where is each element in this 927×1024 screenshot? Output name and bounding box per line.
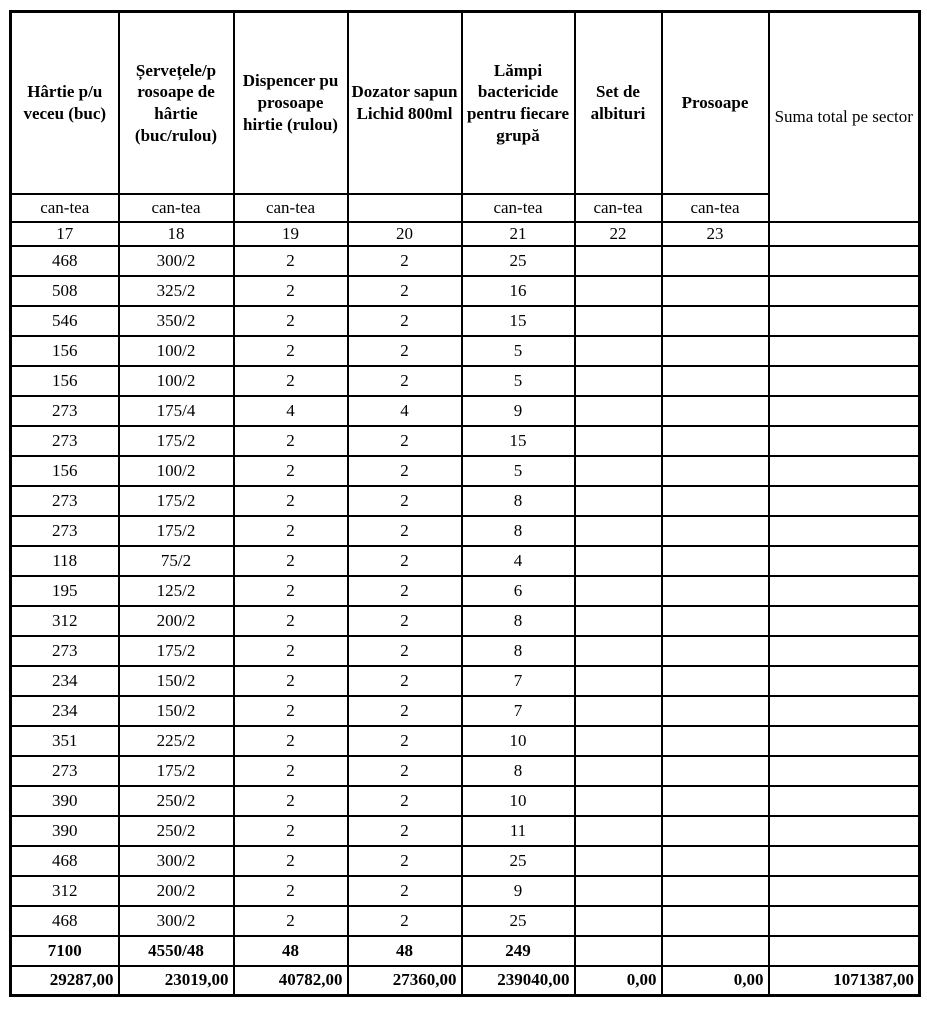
cell: 8 [462,636,575,666]
cell: 468 [11,906,119,936]
column-header-servetele: Șervețele/p rosoape de hârtie (buc/rulou) [119,12,234,195]
cell: 2 [348,696,462,726]
column-header-suma-total: Suma total pe sector [769,12,920,223]
cell: 8 [462,756,575,786]
cell: 8 [462,606,575,636]
cell: 234 [11,666,119,696]
cell: 225/2 [119,726,234,756]
unit-cell: can-tea [11,194,119,222]
table-row [11,546,920,576]
cell: 390 [11,786,119,816]
unit-cell [348,194,462,222]
table-row [11,396,920,426]
cell: 7 [462,696,575,726]
cell: 9 [462,876,575,906]
cell: 351 [11,726,119,756]
cell: 2 [234,306,348,336]
cell [575,756,662,786]
cell: 156 [11,456,119,486]
cell [662,246,769,276]
cell: 2 [234,576,348,606]
cell: 4 [462,546,575,576]
unit-cell: can-tea [575,194,662,222]
cell [575,846,662,876]
cell [769,576,920,606]
cell [575,456,662,486]
cell: 2 [234,786,348,816]
column-header-hartie-veceu: Hârtie p/u veceu (buc) [11,12,119,195]
cell [769,906,920,936]
cell [769,366,920,396]
cell [575,306,662,336]
cell: 468 [11,246,119,276]
cell [662,846,769,876]
supplies-table [9,10,921,997]
cell: 175/2 [119,426,234,456]
cell: 100/2 [119,366,234,396]
cell: 200/2 [119,606,234,636]
cell [662,816,769,846]
cell: 250/2 [119,786,234,816]
cell [575,786,662,816]
table-row [11,576,920,606]
cell: 175/2 [119,486,234,516]
cell [662,606,769,636]
cell: 250/2 [119,816,234,846]
cell: 312 [11,876,119,906]
cell: 2 [348,756,462,786]
cell: 2 [234,246,348,276]
column-number: 19 [234,222,348,246]
cell [575,546,662,576]
cell [769,336,920,366]
table-row [11,246,920,276]
cell: 15 [462,306,575,336]
cell [769,246,920,276]
cell: 300/2 [119,246,234,276]
cell: 40782,00 [234,966,348,996]
cell: 234 [11,696,119,726]
table-row [11,756,920,786]
cell [662,366,769,396]
cell [575,636,662,666]
cell [769,606,920,636]
table-row [11,426,920,456]
unit-cell: can-tea [119,194,234,222]
cell: 2 [348,846,462,876]
cell [662,786,769,816]
cell: 4 [234,396,348,426]
cell [662,576,769,606]
cell: 2 [234,546,348,576]
cell: 7100 [11,936,119,966]
cell [769,876,920,906]
cell: 6 [462,576,575,606]
header-row [11,12,920,195]
table-row [11,516,920,546]
cell: 5 [462,456,575,486]
cell: 125/2 [119,576,234,606]
cell: 2 [348,546,462,576]
cell [575,876,662,906]
cell: 2 [234,606,348,636]
cell: 0,00 [662,966,769,996]
table-row [11,726,920,756]
cell: 2 [348,456,462,486]
cell: 118 [11,546,119,576]
cell: 175/2 [119,636,234,666]
table-row [11,876,920,906]
cell [662,666,769,696]
cell: 5 [462,366,575,396]
cell [575,366,662,396]
table-row [11,816,920,846]
cell [662,396,769,426]
cell [662,876,769,906]
cell: 8 [462,486,575,516]
cell [662,336,769,366]
cell [575,576,662,606]
column-number: 18 [119,222,234,246]
cell: 2 [234,906,348,936]
cell: 2 [348,336,462,366]
cell: 300/2 [119,846,234,876]
cell: 273 [11,636,119,666]
cell: 2 [348,606,462,636]
cell: 2 [348,726,462,756]
cell: 2 [234,486,348,516]
cell [769,426,920,456]
cell [575,396,662,426]
cell: 25 [462,906,575,936]
column-number: 23 [662,222,769,246]
cell [575,816,662,846]
cell: 200/2 [119,876,234,906]
cell: 7 [462,666,575,696]
cell: 2 [348,816,462,846]
cell [769,636,920,666]
cell: 325/2 [119,276,234,306]
cell: 15 [462,426,575,456]
cell: 100/2 [119,456,234,486]
cell [575,936,662,966]
cell [769,306,920,336]
column-header-set-albituri: Set de albituri [575,12,662,195]
cell [769,726,920,756]
cell: 312 [11,606,119,636]
cell: 29287,00 [11,966,119,996]
cell [662,936,769,966]
cell: 25 [462,246,575,276]
cell: 4550/48 [119,936,234,966]
column-header-prosoape: Prosoape [662,12,769,195]
cell [769,696,920,726]
cell: 48 [348,936,462,966]
cell: 2 [348,366,462,396]
cell [662,456,769,486]
column-header-lampi: Lămpi bactericide pentru fiecare grupă [462,12,575,195]
cell: 150/2 [119,696,234,726]
cell: 2 [234,816,348,846]
cell: 546 [11,306,119,336]
cell: 2 [234,756,348,786]
cell: 2 [348,306,462,336]
cell: 2 [348,246,462,276]
cell: 150/2 [119,666,234,696]
cell [575,906,662,936]
unit-cell: can-tea [462,194,575,222]
cell: 2 [234,666,348,696]
cell: 48 [234,936,348,966]
cell: 2 [348,786,462,816]
cell: 273 [11,486,119,516]
table-row [11,696,920,726]
cell [769,276,920,306]
cell: 2 [234,276,348,306]
unit-cell: can-tea [234,194,348,222]
cell: 508 [11,276,119,306]
table-row [11,606,920,636]
cell: 2 [234,516,348,546]
cell: 300/2 [119,906,234,936]
cell [575,486,662,516]
cell: 0,00 [575,966,662,996]
cell: 2 [234,876,348,906]
cell: 175/2 [119,516,234,546]
cell: 2 [234,696,348,726]
cell: 23019,00 [119,966,234,996]
cell: 10 [462,726,575,756]
cell [662,546,769,576]
cell: 2 [234,636,348,666]
cell: 2 [348,486,462,516]
cell [575,276,662,306]
table-row [11,486,920,516]
table-row [11,906,920,936]
cell: 75/2 [119,546,234,576]
cell: 2 [234,366,348,396]
cell [662,426,769,456]
cell: 2 [234,846,348,876]
cell: 390 [11,816,119,846]
cell [575,726,662,756]
cell: 2 [234,726,348,756]
cell: 25 [462,846,575,876]
cell: 2 [234,336,348,366]
cell [575,606,662,636]
cell: 16 [462,276,575,306]
table-row [11,666,920,696]
cell: 239040,00 [462,966,575,996]
cell: 2 [348,666,462,696]
cell: 11 [462,816,575,846]
cell: 350/2 [119,306,234,336]
table-row [11,456,920,486]
cell [662,726,769,756]
cell: 175/2 [119,756,234,786]
cell [575,666,662,696]
cell: 468 [11,846,119,876]
cell [575,246,662,276]
cell: 2 [348,276,462,306]
cell [575,426,662,456]
cell [662,276,769,306]
cell [769,396,920,426]
cell: 273 [11,516,119,546]
cell [662,516,769,546]
table-row [11,276,920,306]
cell: 27360,00 [348,966,462,996]
cell: 1071387,00 [769,966,920,996]
subtotal-row [11,936,920,966]
cell [662,486,769,516]
cell [769,486,920,516]
cell: 8 [462,516,575,546]
cell [575,336,662,366]
column-number: 20 [348,222,462,246]
cell: 156 [11,336,119,366]
cell [769,666,920,696]
cell: 100/2 [119,336,234,366]
cell: 156 [11,366,119,396]
cell: 2 [348,516,462,546]
cell: 273 [11,396,119,426]
cell [769,936,920,966]
table-header [11,12,920,246]
cell [662,906,769,936]
cell [662,636,769,666]
cell: 175/4 [119,396,234,426]
cell [769,456,920,486]
column-number: 17 [11,222,119,246]
cell: 2 [348,636,462,666]
unit-cell: can-tea [662,194,769,222]
cell: 195 [11,576,119,606]
cell: 10 [462,786,575,816]
table-row [11,636,920,666]
column-header-dispencer: Dispencer pu prosoape hirtie (rulou) [234,12,348,195]
cell: 2 [348,876,462,906]
cell: 5 [462,336,575,366]
table-row [11,336,920,366]
column-number [769,222,920,246]
column-header-dozator: Dozator sapun Lichid 800ml [348,12,462,195]
cell: 2 [234,426,348,456]
table-body [11,246,920,996]
cell [769,846,920,876]
cell [769,786,920,816]
cell [575,516,662,546]
cell [662,696,769,726]
cell [769,816,920,846]
table-row [11,366,920,396]
column-number-row [11,222,920,246]
cell: 273 [11,756,119,786]
table-row [11,306,920,336]
cell: 2 [348,426,462,456]
cell: 249 [462,936,575,966]
cell: 2 [234,456,348,486]
column-number: 22 [575,222,662,246]
cell: 2 [348,576,462,606]
cell: 9 [462,396,575,426]
cell [769,546,920,576]
cell [769,756,920,786]
cell [662,756,769,786]
cell [662,306,769,336]
cell: 4 [348,396,462,426]
column-number: 21 [462,222,575,246]
table-row [11,846,920,876]
cell: 2 [348,906,462,936]
total-row [11,966,920,996]
table-row [11,786,920,816]
cell [769,516,920,546]
cell [575,696,662,726]
cell: 273 [11,426,119,456]
